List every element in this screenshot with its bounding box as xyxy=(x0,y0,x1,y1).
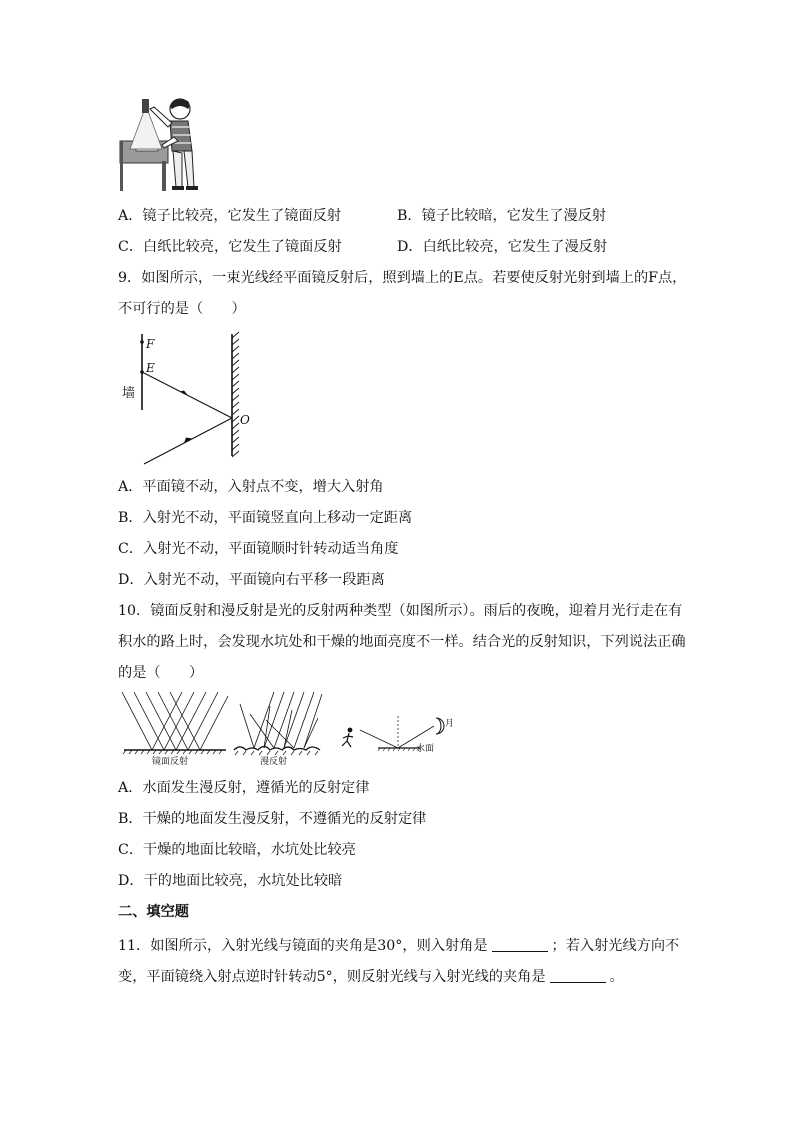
q9-label-f: F xyxy=(146,337,155,351)
q9-option-c: C．入射光不动，平面镜顺时针转动适当角度 xyxy=(118,541,399,557)
q11-line2-part1: 变，平面镜绕入射点逆时针转动5°，则反射光线与入射光线的夹角是 xyxy=(118,969,546,985)
q8-option-b: B．镜子比较暗，它发生了漫反射 xyxy=(397,208,607,224)
q9-option-a: A．平面镜不动，入射点不变，增大入射角 xyxy=(118,479,384,495)
q10-figure-mirror-reflection xyxy=(118,690,230,756)
q10-label-moon: 月 xyxy=(445,719,455,729)
q11-line1-part2: ；若入射光线方向不 xyxy=(551,938,680,954)
q11-line2-part2: 。 xyxy=(609,969,624,985)
q11-line2 xyxy=(118,967,624,987)
q10-figure-moon-water xyxy=(338,712,458,758)
q10-option-d: D．干的地面比较亮，水坑处比较暗 xyxy=(118,873,343,889)
q11-blank-1[interactable] xyxy=(492,937,548,952)
q10-option-c: C．干燥的地面比较暗，水坑处比较亮 xyxy=(118,842,356,858)
q11-line1-part1: 11．如图所示，入射光线与镜面的夹角是30°，则入射角是 xyxy=(118,938,488,954)
q9-label-wall: 墙 xyxy=(122,386,136,401)
q8-option-c: C．白纸比较亮，它发生了镜面反射 xyxy=(118,239,342,255)
q11-blank-2[interactable] xyxy=(550,968,606,983)
q9-option-b: B．入射光不动，平面镜竖直向上移动一定距离 xyxy=(118,510,413,526)
q10-caption-mirror: 镜面反射 xyxy=(152,757,189,767)
q9-option-d: D．入射光不动，平面镜向右平移一段距离 xyxy=(118,572,385,588)
q10-option-a: A．水面发生漫反射，遵循光的反射定律 xyxy=(118,780,370,796)
q8-figure-flashlight-boy xyxy=(118,93,210,193)
q10-figure-diffuse-reflection xyxy=(230,690,326,756)
q10-label-water: 水面 xyxy=(416,744,435,754)
q10-caption-diffuse: 漫反射 xyxy=(260,757,288,767)
q9-figure-mirror-wall xyxy=(118,330,268,470)
q9-label-o: O xyxy=(240,413,250,427)
q9-label-e: E xyxy=(146,361,155,375)
q10-stem-line1: 10．镜面反射和漫反射是光的反射两种类型（如图所示）。雨后的夜晚，迎着月光行走在有 xyxy=(118,603,683,619)
q10-option-b: B．干燥的地面发生漫反射，不遵循光的反射定律 xyxy=(118,811,427,827)
q9-stem-line2: 不可行的是（ ） xyxy=(118,301,246,317)
q9-stem-line1: 9．如图所示，一束光线经平面镜反射后，照到墙上的E点。若要使反射光射到墙上的F点， xyxy=(118,270,687,286)
q11-line1 xyxy=(118,936,679,956)
q10-stem-line3: 的是（ ） xyxy=(118,665,204,681)
q8-option-a: A．镜子比较亮，它发生了镜面反射 xyxy=(118,208,342,224)
q8-option-d: D．白纸比较亮，它发生了漫反射 xyxy=(397,239,608,255)
q10-stem-line2: 积水的路上时，会发现水坑处和干燥的地面亮度不一样。结合光的反射知识，下列说法正确 xyxy=(118,634,686,650)
section-title: 二、填空题 xyxy=(118,904,189,920)
